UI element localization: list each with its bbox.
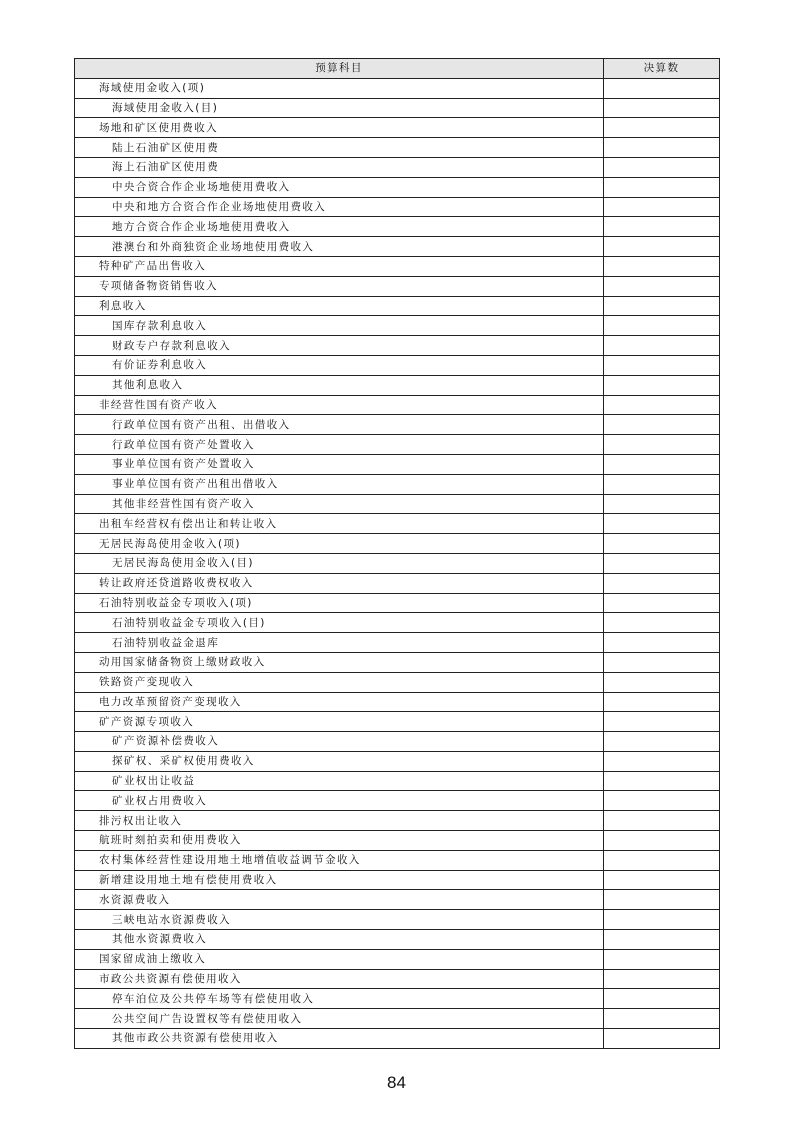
table-row	[75, 454, 720, 474]
final-amount-cell	[604, 633, 720, 653]
budget-item-label: 矿产资源补偿费收入	[75, 732, 604, 752]
table-row	[75, 415, 720, 435]
final-amount-cell	[604, 395, 720, 415]
budget-item-label: 石油特别收益金专项收入(项)	[75, 593, 604, 613]
table-row	[75, 1029, 720, 1049]
budget-item-label: 财政专户存款利息收入	[75, 336, 604, 356]
table-row	[75, 870, 720, 890]
budget-item-label: 地方合资合作企业场地使用费收入	[75, 217, 604, 237]
final-amount-cell	[604, 217, 720, 237]
budget-item-label: 行政单位国有资产处置收入	[75, 435, 604, 455]
final-amount-cell	[604, 78, 720, 98]
table-row	[75, 573, 720, 593]
table-row	[75, 177, 720, 197]
final-amount-cell	[604, 197, 720, 217]
budget-item-label: 矿产资源专项收入	[75, 712, 604, 732]
budget-item-label: 海上石油矿区使用费	[75, 157, 604, 177]
budget-item-label: 有价证券利息收入	[75, 355, 604, 375]
table-row	[75, 910, 720, 930]
final-amount-cell	[604, 672, 720, 692]
final-amount-cell	[604, 969, 720, 989]
final-amount-cell	[604, 771, 720, 791]
budget-item-label: 其他非经营性国有资产收入	[75, 494, 604, 514]
final-amount-cell	[604, 1009, 720, 1029]
budget-item-label: 农村集体经营性建设用地土地增值收益调节金收入	[75, 850, 604, 870]
table-row	[75, 78, 720, 98]
final-amount-cell	[604, 811, 720, 831]
final-amount-cell	[604, 494, 720, 514]
final-amount-cell	[604, 415, 720, 435]
table-row	[75, 811, 720, 831]
final-amount-cell	[604, 831, 720, 851]
final-amount-cell	[604, 791, 720, 811]
budget-item-label: 国家留成油上缴收入	[75, 949, 604, 969]
budget-item-label: 特种矿产品出售收入	[75, 256, 604, 276]
budget-item-label: 中央合资合作企业场地使用费收入	[75, 177, 604, 197]
table-row	[75, 751, 720, 771]
table-header-row	[75, 59, 720, 79]
budget-item-label: 其他利息收入	[75, 375, 604, 395]
final-amount-cell	[604, 177, 720, 197]
budget-item-label: 其他市政公共资源有偿使用收入	[75, 1029, 604, 1049]
budget-item-label: 水资源费收入	[75, 890, 604, 910]
header-budget-item: 预算科目	[75, 59, 604, 79]
budget-item-label: 探矿权、采矿权使用费收入	[75, 751, 604, 771]
budget-item-label: 停车泊位及公共停车场等有偿使用收入	[75, 989, 604, 1009]
final-amount-cell	[604, 870, 720, 890]
table-row	[75, 474, 720, 494]
table-row	[75, 534, 720, 554]
budget-item-label: 其他水资源费收入	[75, 930, 604, 950]
table-row	[75, 652, 720, 672]
budget-item-label: 国库存款利息收入	[75, 316, 604, 336]
final-amount-cell	[604, 276, 720, 296]
table-row	[75, 890, 720, 910]
budget-item-label: 陆上石油矿区使用费	[75, 138, 604, 158]
final-amount-cell	[604, 98, 720, 118]
table-row	[75, 276, 720, 296]
table-row	[75, 712, 720, 732]
table-row	[75, 514, 720, 534]
budget-item-label: 航班时刻拍卖和使用费收入	[75, 831, 604, 851]
table-row	[75, 118, 720, 138]
table-row	[75, 553, 720, 573]
budget-item-label: 场地和矿区使用费收入	[75, 118, 604, 138]
budget-item-label: 中央和地方合资合作企业场地使用费收入	[75, 197, 604, 217]
table-row	[75, 375, 720, 395]
table-row	[75, 157, 720, 177]
budget-item-label: 事业单位国有资产处置收入	[75, 454, 604, 474]
table-row	[75, 633, 720, 653]
budget-item-label: 公共空间广告设置权等有偿使用收入	[75, 1009, 604, 1029]
final-amount-cell	[604, 910, 720, 930]
page-number: 84	[387, 1073, 406, 1092]
final-amount-cell	[604, 355, 720, 375]
table-row	[75, 435, 720, 455]
table-row	[75, 672, 720, 692]
table-row	[75, 316, 720, 336]
table-row	[75, 791, 720, 811]
table-row	[75, 256, 720, 276]
table-row	[75, 336, 720, 356]
budget-item-label: 排污权出让收入	[75, 811, 604, 831]
final-amount-cell	[604, 890, 720, 910]
table-row	[75, 1009, 720, 1029]
budget-item-label: 海域使用金收入(项)	[75, 78, 604, 98]
table-row	[75, 831, 720, 851]
final-amount-cell	[604, 336, 720, 356]
table-row	[75, 969, 720, 989]
final-amount-cell	[604, 237, 720, 257]
final-amount-cell	[604, 712, 720, 732]
final-amount-cell	[604, 474, 720, 494]
table-row	[75, 771, 720, 791]
budget-item-label: 利息收入	[75, 296, 604, 316]
table-row	[75, 217, 720, 237]
table-row	[75, 494, 720, 514]
final-amount-cell	[604, 593, 720, 613]
final-amount-cell	[604, 652, 720, 672]
final-amount-cell	[604, 514, 720, 534]
table-row	[75, 850, 720, 870]
final-amount-cell	[604, 157, 720, 177]
final-amount-cell	[604, 692, 720, 712]
budget-item-label: 矿业权占用费收入	[75, 791, 604, 811]
final-amount-cell	[604, 256, 720, 276]
final-amount-cell	[604, 375, 720, 395]
budget-item-label: 港澳台和外商独资企业场地使用费收入	[75, 237, 604, 257]
table-row	[75, 98, 720, 118]
table-row	[75, 613, 720, 633]
final-amount-cell	[604, 118, 720, 138]
budget-item-label: 矿业权出让收益	[75, 771, 604, 791]
budget-item-label: 非经营性国有资产收入	[75, 395, 604, 415]
budget-item-label: 石油特别收益金退库	[75, 633, 604, 653]
final-amount-cell	[604, 989, 720, 1009]
budget-item-label: 动用国家储备物资上缴财政收入	[75, 652, 604, 672]
final-amount-cell	[604, 553, 720, 573]
budget-item-label: 转让政府还贷道路收费权收入	[75, 573, 604, 593]
table-body	[75, 78, 720, 1048]
table-row	[75, 949, 720, 969]
budget-item-label: 三峡电站水资源费收入	[75, 910, 604, 930]
table-row	[75, 593, 720, 613]
final-amount-cell	[604, 751, 720, 771]
table-row	[75, 395, 720, 415]
budget-item-label: 石油特别收益金专项收入(目)	[75, 613, 604, 633]
budget-item-label: 事业单位国有资产出租出借收入	[75, 474, 604, 494]
table-row	[75, 138, 720, 158]
budget-item-label: 电力改革预留资产变现收入	[75, 692, 604, 712]
table-row	[75, 197, 720, 217]
final-amount-cell	[604, 949, 720, 969]
final-amount-cell	[604, 296, 720, 316]
final-amount-cell	[604, 316, 720, 336]
header-final-amount: 决算数	[604, 59, 720, 79]
budget-item-label: 铁路资产变现收入	[75, 672, 604, 692]
final-amount-cell	[604, 732, 720, 752]
budget-item-label: 新增建设用地土地有偿使用费收入	[75, 870, 604, 890]
table-row	[75, 296, 720, 316]
table-row	[75, 989, 720, 1009]
budget-item-label: 行政单位国有资产出租、出借收入	[75, 415, 604, 435]
final-amount-cell	[604, 454, 720, 474]
final-amount-cell	[604, 138, 720, 158]
final-amount-cell	[604, 534, 720, 554]
final-amount-cell	[604, 613, 720, 633]
budget-table	[74, 58, 720, 1049]
table-row	[75, 930, 720, 950]
table-row	[75, 355, 720, 375]
budget-item-label: 无居民海岛使用金收入(项)	[75, 534, 604, 554]
final-amount-cell	[604, 573, 720, 593]
table-row	[75, 692, 720, 712]
budget-item-label: 无居民海岛使用金收入(目)	[75, 553, 604, 573]
final-amount-cell	[604, 850, 720, 870]
budget-item-label: 海域使用金收入(目)	[75, 98, 604, 118]
final-amount-cell	[604, 930, 720, 950]
final-amount-cell	[604, 1029, 720, 1049]
budget-item-label: 市政公共资源有偿使用收入	[75, 969, 604, 989]
table-row	[75, 732, 720, 752]
budget-item-label: 专项储备物资销售收入	[75, 276, 604, 296]
budget-item-label: 出租车经营权有偿出让和转让收入	[75, 514, 604, 534]
table-row	[75, 237, 720, 257]
final-amount-cell	[604, 435, 720, 455]
